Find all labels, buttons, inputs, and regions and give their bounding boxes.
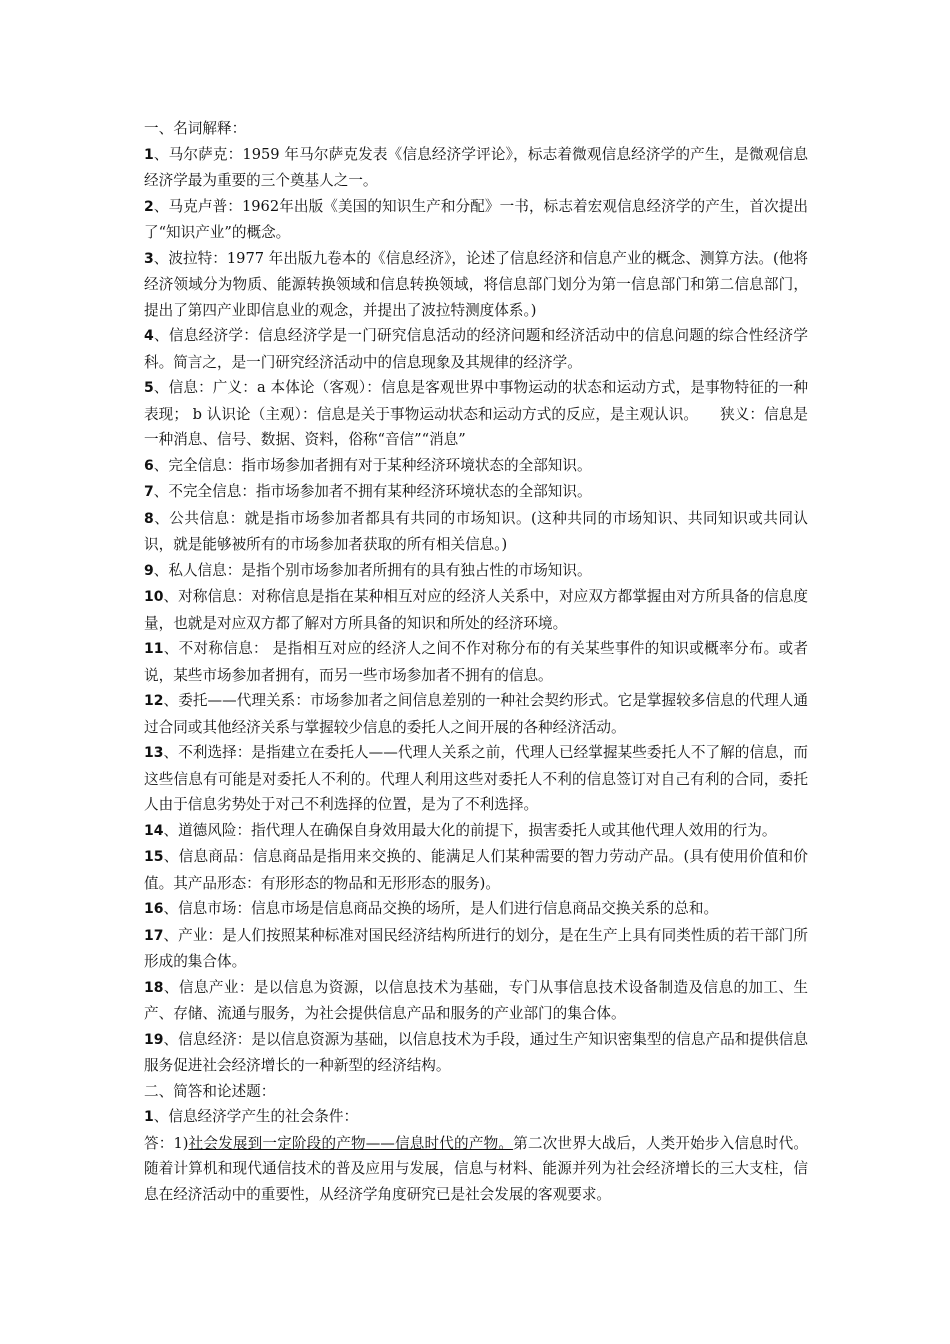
list-item [144, 844, 808, 896]
item-number: 11 [144, 641, 164, 657]
item-text: 、完全信息：指市场参加者拥有对于某种经济环境状态的全部知识。 [153, 456, 592, 474]
item-text: 、信息经济学：信息经济学是一门研究信息活动的经济问题和经济活动中的信息问题的综合性经济学科。简言之，是一门研究经济活动中的信息现象及其规律的经济学。 [144, 327, 808, 371]
item-text: 、私人信息：是指个别市场参加者所拥有的具有独占性的市场知识。 [153, 561, 592, 579]
item-number: 15 [144, 849, 164, 865]
list-item [144, 323, 808, 375]
list-item [144, 1027, 808, 1079]
item-text: 、马尔萨克：1959 年马尔萨克发表《信息经济学评论》，标志着微观信息经济学的产生，是微观信息经济学最为重要的三个奠基人之一。 [144, 145, 808, 189]
item-number: 16 [144, 901, 164, 917]
list-item [144, 975, 808, 1027]
item-text: 、不利选择：是指建立在委托人——代理人关系之前，代理人已经掌握某些委托人不了解的信息，而这些信息有可能是对委托人不利的。代理人利用这些对委托人不利的信息签订对自己有利的合同，委托人由于信息劣势处于对己不利选择的位置，是为了不利选择。 [144, 744, 808, 813]
item-number: 12 [144, 693, 164, 709]
answer-text: 第二次世界大战后，人类开始步入信息时代。随着计算机和现代通信技术的普及应用与发展，信息与材料、能源并列为社会经济增长的三大支柱，信息在经济活动中的重要性，从经济学角度研究已是社会发展的客观要求。 [144, 1134, 808, 1203]
item-text: 、公共信息：就是指市场参加者都具有共同的市场知识。(这种共同的市场知识、共同知识或共同认识，就是能够被所有的市场参加者获取的所有相关信息。) [144, 509, 808, 553]
question-number: 1 [144, 1109, 154, 1125]
item-text: 、对称信息：对称信息是指在某种相互对应的经济人关系中，对应双方都掌握由对方所具备的信息度量，也就是对应双方都了解对方所具备的知识和所处的经济环境。 [144, 588, 808, 632]
answer-prefix: 答：1) [144, 1134, 189, 1152]
item-number: 1 [144, 146, 154, 163]
item-text: 、信息商品：信息商品是指用来交换的、能满足人们某种需要的智力劳动产品。(具有使用价值和价值。其产品形态：有形形态的物品和无形形态的服务)。 [144, 848, 808, 892]
list-item [144, 558, 808, 585]
answer-paragraph [144, 1131, 808, 1208]
list-item [144, 194, 808, 246]
answer-underlined-text: 社会发展到一定阶段的产物——信息时代的产物。 [188, 1134, 514, 1152]
item-text: 、产业：是人们按照某种标准对国民经济结构所进行的划分，是在生产上具有同类性质的若干部门所形成的集合体。 [144, 926, 808, 970]
item-number: 3 [144, 250, 154, 267]
item-number: 10 [144, 589, 164, 605]
list-item [144, 636, 808, 688]
section-heading-2: 二、简答和论述题： [144, 1082, 276, 1100]
item-number: 9 [144, 562, 154, 579]
document-page [144, 116, 808, 1207]
item-number: 17 [144, 927, 164, 944]
list-item [144, 923, 808, 975]
terms-list [144, 142, 808, 1079]
list-item [144, 246, 808, 324]
item-text: 、信息市场：信息市场是信息商品交换的场所，是人们进行信息商品交换关系的总和。 [163, 900, 719, 917]
item-text: 、信息：广义：a 本体论（客观）：信息是客观世界中事物运动的状态和运动方式，是事物特征的一种表现； b 认识论（主观）：信息是关于事物运动状态和运动方式的反应，是主观认识。 狭义：信息是一种消息、信号、数据、资料，俗称“音信”“消息” [144, 379, 808, 448]
list-item [144, 506, 808, 558]
item-number: 5 [144, 380, 154, 396]
item-number: 14 [144, 822, 164, 839]
item-text: 、信息经济：是以信息资源为基础，以信息技术为手段，通过生产知识密集型的信息产品和提供信息服务促进社会经济增长的一种新型的经济结构。 [144, 1030, 808, 1074]
item-number: 8 [144, 510, 154, 527]
item-number: 6 [144, 457, 154, 474]
list-item [144, 740, 808, 818]
list-item [144, 375, 808, 453]
question-item [144, 1104, 808, 1131]
item-text: 、不完全信息：指市场参加者不拥有某种经济环境状态的全部知识。 [153, 483, 592, 500]
item-number: 18 [144, 979, 164, 996]
item-text: 、委托——代理关系：市场参加者之间信息差别的一种社会契约形式。它是掌握较多信息的代理人通过合同或其他经济关系与掌握较少信息的委托人之间开展的各种经济活动。 [144, 692, 808, 736]
item-number: 19 [144, 1031, 164, 1048]
item-number: 13 [144, 745, 164, 761]
question-text: 、信息经济学产生的社会条件： [153, 1108, 359, 1125]
item-text: 、波拉特：1977 年出版九卷本的《信息经济》，论述了信息经济和信息产业的概念、测算方法。(他将经济领域分为物质、能源转换领域和信息转换领域，将信息部门划分为第一信息部门和第二信息部门，提出了第四产业即信息业的观念，并提出了波拉特测度体系。) [144, 249, 808, 319]
item-text: 、信息产业：是以信息为资源，以信息技术为基础，专门从事信息技术设备制造及信息的加工、生产、存储、流通与服务，为社会提供信息产品和服务的产业部门的集合体。 [144, 978, 808, 1022]
list-item [144, 453, 808, 480]
list-item [144, 818, 808, 845]
list-item [144, 584, 808, 636]
list-item [144, 479, 808, 506]
item-text: 、马克卢普：1962年出版《美国的知识生产和分配》一书，标志着宏观信息经济学的产生，首次提出了“知识产业”的概念。 [144, 197, 808, 241]
item-number: 4 [144, 328, 154, 344]
list-item [144, 142, 808, 194]
list-item [144, 896, 808, 923]
item-text: 、不对称信息： 是指相互对应的经济人之间不作对称分布的有关某些事件的知识或概率分布。或者说，某些市场参加者拥有，而另一些市场参加者不拥有的信息。 [144, 640, 808, 684]
list-item [144, 688, 808, 740]
item-number: 2 [144, 198, 154, 215]
item-text: 、道德风险：指代理人在确保自身效用最大化的前提下，损害委托人或其他代理人效用的行为。 [163, 821, 777, 839]
item-number: 7 [144, 484, 154, 500]
section-heading-1: 一、名词解释： [144, 120, 247, 137]
